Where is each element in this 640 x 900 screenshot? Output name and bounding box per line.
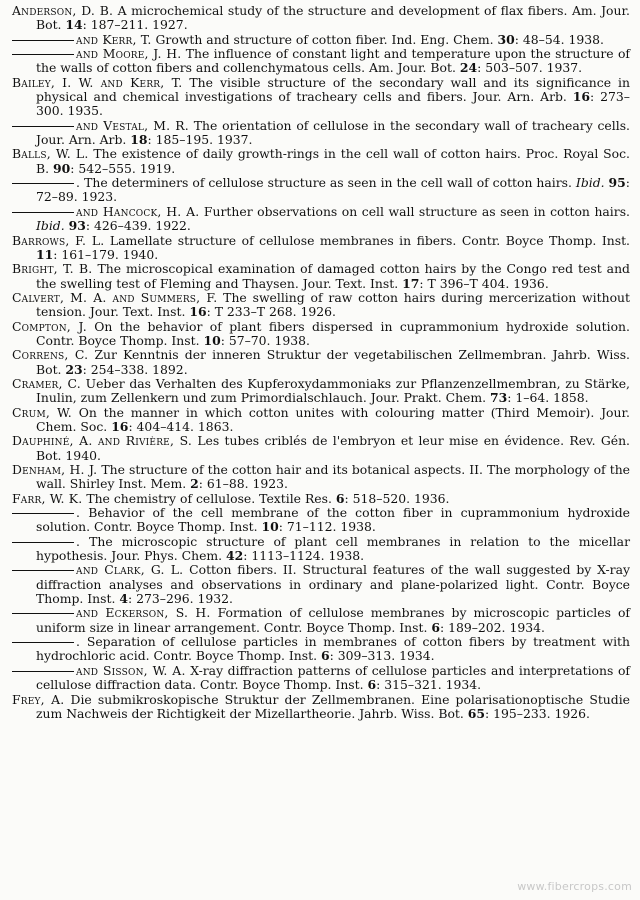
reference-entry [12,291,630,320]
reference-volume: 16 [111,418,129,434]
reference-pages-year: : 61–88. 1923. [198,476,288,492]
reference-title: The microscopic structure of plant cell membranes in relation to the micellar hypothesis. Jour. Phys. Chem. [36,533,630,564]
reference-volume: 17 [402,275,420,291]
reference-volume: 30 [497,31,515,47]
reference-pages-year: : 72–89. 1923. [36,175,630,205]
reference-entry [12,377,630,406]
reference-entry [12,147,630,176]
reference-entry [12,76,630,119]
ditto-dash [12,183,74,184]
reference-author: and Hancock, H. A. [76,203,200,219]
watermark: www.fibercrops.com [517,880,632,893]
reference-title: Ueber das Verhalten des Kupferoxydammoniaks zur Pflanzenzellmembran, zu Stärke, Inulin, zum Zellenkern und zum Primordialschlauch. Jour. Prakt. Chem. [36,375,630,406]
ditto-dash [12,212,74,213]
reference-volume: 6 [335,490,345,506]
reference-title: Growth and structure of cotton fiber. Ind. Eng. Chem. [151,31,498,47]
reference-title: The influence of constant light and temperature upon the structure of the walls of cotton fibers and collenchymatous cells. Am. Jour. Bot. [36,46,630,76]
ditto-dash [12,126,74,127]
reference-volume: 10 [261,519,279,535]
ditto-dash [12,570,74,571]
reference-author: Anderson, D. B. [12,3,114,18]
reference-entry [12,535,630,564]
reference-volume: 73 [490,390,508,406]
reference-volume: 6 [431,619,440,635]
reference-author: Dauphiné, A. and Rivière, S. [12,433,192,449]
reference-pages-year: : 404–414. 1863. [128,418,234,434]
reference-entry [12,492,630,506]
reference-volume: 93 [68,218,86,234]
reference-entry [12,664,630,693]
reference-pages-year: : 1–64. 1858. [507,390,589,406]
reference-volume: 23 [65,361,83,377]
reference-author: Crum, W. [12,404,72,420]
reference-entry [12,506,630,535]
ditto-dash [12,642,74,643]
reference-volume: 2 [190,476,199,492]
reference-pages-year: : 71–112. 1938. [278,519,376,535]
reference-pages-year: : 542–555. 1919. [70,160,176,176]
ditto-dash [12,671,74,672]
reference-pages-year: : 1113–1124. 1938. [243,548,365,564]
reference-author: . [76,175,81,191]
reference-pages-year: : 273–296. 1932. [127,591,233,607]
reference-author: Correns, C. [12,347,89,363]
reference-pages-year: : T 233–T 268. 1926. [206,304,336,320]
reference-list [12,4,630,721]
reference-author: Compton, J. [12,318,87,334]
reference-pages-year: : 189–202. 1934. [439,619,545,635]
reference-pages-year: : 309–313. 1934. [329,648,435,664]
reference-author: . [76,533,81,549]
reference-volume: 4 [119,591,128,607]
reference-author: and Vestal, M. R. [76,117,189,133]
reference-title: Cotton fibers. II. Structural features of the wall suggested by X-ray diffraction analyses and observations in ordinary and plane-polarized light. Contr. Boyce Thomp. Inst. [36,562,630,607]
reference-title: On the manner in which cotton unites with colouring matter (Third Memoir). Jour. Chem. Soc. [36,404,630,434]
reference-title: The visible structure of the secondary wall and its significance in physical and chemical investigations of tracheary cells and fibers. Jour. Arn. Arb. [36,74,631,105]
ditto-dash [12,54,74,55]
reference-pages-year: : 185–195. 1937. [147,132,253,148]
reference-title: The structure of the cotton hair and its botanical aspects. II. The morphology of the wall. Shirley Inst. Mem. [36,462,631,492]
reference-volume: 16 [572,89,591,105]
reference-pages-year: : 254–338. 1892. [82,361,188,377]
reference-author: and Moore, J. H. [76,46,182,62]
reference-author: . [76,634,81,650]
reference-volume: 11 [36,246,54,262]
reference-title: Les tubes criblés de l'embryon et leur mise en évidence. Rev. Gén. Bot. 1940. [36,433,630,463]
ditto-dash [12,613,74,614]
reference-author: Calvert, M. A. and Summers, F. [12,289,218,305]
reference-volume: 65 [467,705,486,721]
reference-volume: 6 [320,648,330,664]
reference-title: Die submikroskopische Struktur der Zellmembranen. Eine polarisationoptische Studie zum Nachweis der Richtigkeit der Mizellartheorie. Jahrb. Wiss. Bot. [36,691,631,721]
ditto-dash [12,542,74,543]
reference-entry [12,635,630,664]
reference-volume: 18 [130,132,148,148]
reference-volume: 14 [65,17,83,33]
reference-author: Barrows, F. L. [12,232,105,248]
reference-author: Bright, T. B. [12,261,93,277]
reference-author: and Sisson, W. A. [76,662,186,678]
reference-pages-year: : 518–520. 1936. [344,490,450,506]
reference-volume: 90 [52,160,71,176]
reference-pages-year: : 273–300. 1935. [36,89,630,119]
reference-author: Bailey, I. W. and Kerr, T. [12,74,183,90]
reference-title: Behavior of the cell membrane of the cotton fiber in cuprammonium hydroxide solution. Contr. Boyce Thomp. Inst. [36,505,630,535]
reference-pages-year: : 187–211. 1927. [82,17,188,33]
reference-author: and Kerr, T. [76,31,152,47]
reference-author: Frey, A. [12,691,65,707]
reference-entry [12,463,630,492]
reference-title: The swelling of raw cotton hairs during mercerization without tension. Jour. Text. Inst. [36,289,630,320]
ditto-dash [12,513,74,514]
reference-ibid: Ibid. [575,175,605,191]
reference-title: On the behavior of plant fibers dispersed in cuprammonium hydroxide solution. Contr. Boyce Thomp. Inst. [36,318,630,348]
reference-title: Formation of cellulose membranes by microscopic particles of uniform size in linear arrangement. Contr. Boyce Thomp. Inst. [36,605,630,635]
reference-title: Lamellate structure of cellulose membranes in fibers. Contr. Boyce Thomp. Inst. [104,232,630,248]
reference-pages-year: : T 396–T 404. 1936. [419,275,549,291]
reference-entry [12,693,630,722]
reference-entry [12,606,630,635]
reference-entry [12,262,630,291]
reference-volume: 10 [203,332,221,348]
reference-volume: 24 [459,60,478,76]
reference-pages-year: : 161–179. 1940. [53,246,159,262]
reference-title: The orientation of cellulose in the secondary wall of tracheary cells. Jour. Arn. Arb. [36,117,630,148]
reference-pages-year: : 48–54. 1938. [514,31,604,47]
reference-pages-year: : 195–233. 1926. [485,705,590,721]
reference-title: The determiners of cellulose structure as seen in the cell wall of cotton hairs. [80,175,576,191]
reference-entry [12,205,630,234]
reference-entry [12,234,630,263]
reference-pages-year: : 315–321. 1934. [376,677,482,693]
reference-author: Denham, H. J. [12,462,98,477]
reference-author: Balls, W. L. [12,146,89,162]
reference-title: The existence of daily growth-rings in the cell wall of cotton hairs. Proc. Royal Soc. B. [36,146,630,176]
reference-title: The microscopical examination of damaged cotton hairs by the Congo red test and the swelling test of Fleming and Thaysen. Jour. Text. Inst. [36,261,630,291]
reference-entry [12,119,630,148]
reference-volume: 16 [189,304,207,320]
reference-author: . [76,505,81,521]
reference-pages-year: : 426–439. 1922. [85,218,191,234]
reference-author: Farr, W. K. [12,490,83,506]
reference-pages-year: : 503–507. 1937. [477,60,583,76]
reference-entry [12,563,630,606]
reference-author: Cramer, C. [12,375,81,391]
reference-entry [12,176,630,205]
reference-title: X-ray diffraction patterns of cellulose particles and interpretations of cellulose diffraction data. Contr. Boyce Thomp. Inst. [36,662,630,693]
reference-volume: 6 [367,677,377,693]
reference-volume: 42 [226,548,244,564]
reference-title: Further observations on cell wall structure as seen in cotton hairs. [199,203,630,219]
reference-author: and Eckerson, S. H. [76,605,211,621]
ditto-dash [12,40,74,41]
reference-ibid: Ibid. [36,218,65,234]
reference-author: and Clark, G. L. [76,562,184,578]
reference-entry [12,348,630,377]
reference-entry [12,47,630,76]
reference-entry [12,4,630,33]
reference-title: A microchemical study of the structure and development of flax fibers. Am. Jour. Bot. [36,3,630,33]
reference-entry [12,406,630,435]
reference-pages-year: : 57–70. 1938. [220,332,310,348]
reference-title: Separation of cellulose particles in membranes of cotton fibers by treatment with hydrochloric acid. Contr. Boyce Thomp. Inst. [36,634,630,664]
reference-entry [12,33,630,47]
reference-entry [12,434,630,463]
reference-title: Zur Kenntnis der inneren Struktur der vegetabilischen Zellmembran. Jahrb. Wiss. Bot. [36,347,630,377]
reference-title: The chemistry of cellulose. Textile Res. [82,490,336,506]
reference-volume: 95 [608,175,626,191]
reference-entry [12,320,630,349]
